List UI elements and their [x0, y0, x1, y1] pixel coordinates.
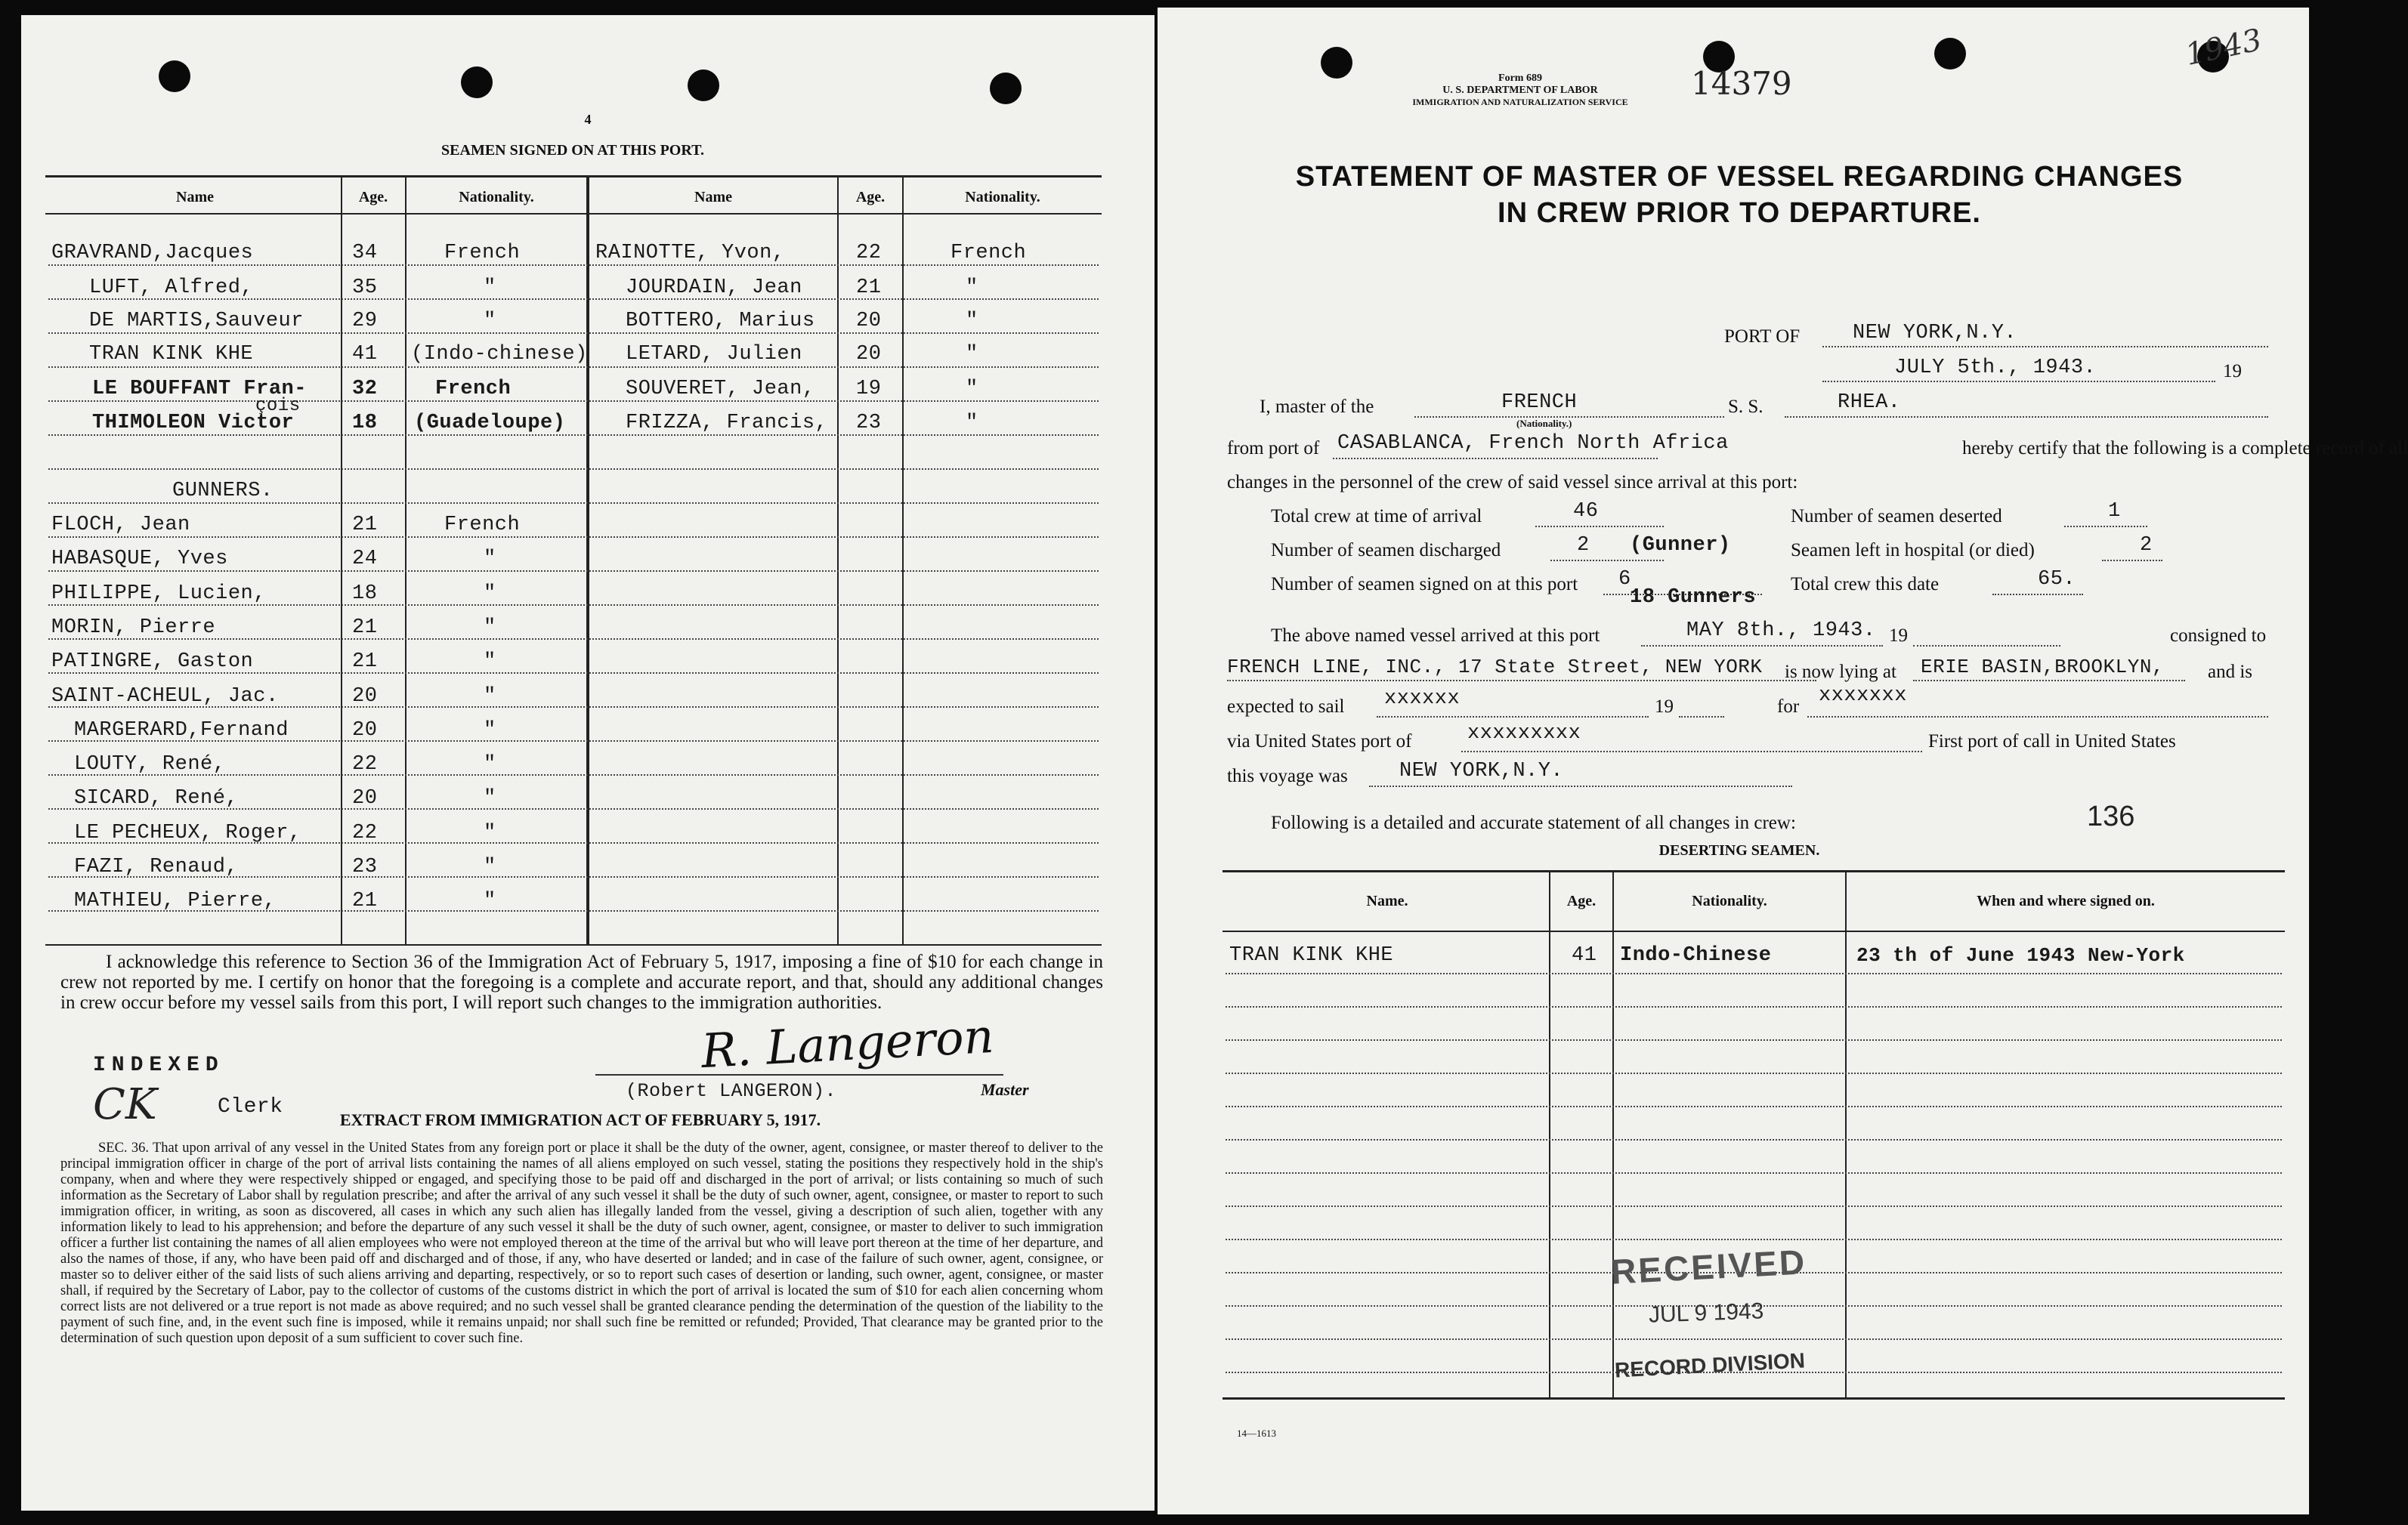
seamen-signed-heading: SEAMEN SIGNED ON AT THIS PORT.: [441, 142, 704, 159]
vessel-nationality: FRENCH: [1501, 391, 1578, 414]
gunner-nationality: ": [484, 719, 496, 742]
deserting-col-nationality: Nationality.: [1692, 893, 1767, 909]
col-divider: [1612, 870, 1614, 1399]
nationality-caption: (Nationality.): [1516, 418, 1572, 429]
file-number: 14379: [1691, 65, 1792, 102]
gunner-nationality: ": [484, 822, 496, 844]
deserter-nationality: Indo-Chinese: [1620, 944, 1772, 967]
deserting-col-signed-on: When and where signed on.: [1977, 893, 2155, 909]
gunner-age: 21: [352, 890, 378, 912]
table-bottom-rule: [45, 944, 1102, 946]
deserting-table-bottom: [1223, 1397, 2285, 1400]
section-text: That upon arrival of any vessel in the United States from any foreign port or place it shall be the duty of the owner, agent, consignee, or master thereof to deliver to the principal immigration officer in charge of the port of arrival lists containing the names of all aliens employed on such vessel, stating the positions they respectively hold in the ship's company, when and where they were respectively shipped or engaged, and specifying those to be paid off and discharged in the port of arrival; or lists containing so much of such information as the Secretary of Labor shall by regulation prescribe; and after the arrival of any such vessel it shall be the duty of such owner, agent, consignee, or master to report to such immigration officer, in writing, as soon as discovered, all cases in which any such alien has illegally landed from the vessel, giving a description of such alien, together with any information likely to lead to his apprehension; and before the departure of any such vessel it shall be the duty of such owner, agent, consignee, or master to deliver to such immigration officer a further list containing the names of all alien employees who were not employed thereon at the time of the arrival but who will leave port thereon at the time of her departure, and also the names of those, if any, who have been paid off and discharged and of those, if any, who have deserted or landed; and in case of the failure of such owner, agent, consignee, or master so to deliver either of the said lists of such aliens arriving and departing, respectively, or so to report such cases of desertion or landing, such owner, agent, consignee, or master shall, if required by the Secretary of Labor, pay to the collector of customs of the customs district in which the port of arrival is located the sum of $10 for each alien concerning whom correct lists are not delivered or a true report is not made as above required; and no such vessel shall be granted clearance pending the determination of the question of the liability to the payment of such fine, and, in the event such fine is imposed, while it remains unpaid; nor shall such fine be remitted or refunded; Provided, That clearance may be granted prior to the determination of such question upon deposit of a sum sufficient to cover such fine.: [60, 1141, 1103, 1346]
table-top-rule: [45, 175, 1102, 178]
hospital-value: 2: [2140, 534, 2153, 557]
signed-on-label: Number of seamen signed on at this port: [1271, 574, 1578, 594]
deserting-col-age: Age.: [1566, 893, 1597, 909]
gunner-name: FLOCH, Jean: [51, 514, 190, 536]
seaman-age: 29: [352, 310, 378, 332]
extract-heading: EXTRACT FROM IMMIGRATION ACT OF FEBRUARY 5, 1917.: [339, 1110, 821, 1129]
department: U. S. DEPARTMENT OF LABOR: [1442, 85, 1598, 96]
gunner-age: 24: [352, 548, 378, 570]
and-is-label: and is: [2208, 662, 2253, 682]
seaman-nationality: ": [966, 276, 978, 299]
gunner-name: MATHIEU, Pierre,: [74, 890, 277, 912]
col-name: Name: [176, 189, 214, 205]
vessel-name: RHEA.: [1838, 391, 1901, 414]
seaman-nationality: (Indo-chinese): [411, 343, 588, 366]
consignee-value: FRENCH LINE, INC., 17 State Street, NEW YORK: [1227, 656, 1763, 678]
via-value: xxxxxxxxx: [1467, 722, 1581, 745]
signed-on-note: 18 Gunners: [1630, 586, 1757, 609]
gunner-age: 18: [352, 582, 378, 605]
voyage-label: this voyage was: [1227, 766, 1348, 786]
gunner-age: 20: [352, 719, 378, 742]
deserting-table-header-rule: [1223, 931, 2285, 932]
gunner-age: 21: [352, 514, 378, 536]
gunner-nationality: ": [484, 856, 496, 878]
seaman-nationality: ": [966, 310, 978, 332]
master-label: Master: [981, 1080, 1029, 1099]
port-value: NEW YORK,N.Y.: [1853, 322, 2017, 344]
arrived-label: The above named vessel arrived at this port: [1271, 625, 1600, 646]
gunner-nationality: ": [484, 582, 496, 605]
form-number: Form 689: [1498, 73, 1542, 84]
gunner-name: LOUTY, René,: [74, 753, 226, 776]
master-signature: R. Langeron: [700, 1008, 996, 1079]
col-age: Age.: [358, 189, 388, 205]
punch-hole: [1934, 38, 1966, 69]
seaman-nationality: French: [951, 242, 1027, 264]
gunners-label: GUNNERS.: [172, 480, 274, 502]
clerk-label: Clerk: [218, 1095, 283, 1119]
arrived-19: 19: [1889, 625, 1908, 646]
punch-hole: [990, 73, 1022, 104]
signed-on-value: 6: [1618, 568, 1631, 591]
punch-hole: [159, 60, 190, 92]
voyage-value: NEW YORK,N.Y.: [1399, 760, 1564, 783]
col-nationality: Nationality.: [459, 189, 534, 205]
gunner-name: LE PECHEUX, Roger,: [74, 822, 301, 844]
left-page: [21, 15, 1155, 1511]
seaman-nationality: ": [484, 276, 496, 299]
seaman-age: 23: [856, 412, 882, 434]
gunner-age: 23: [352, 856, 378, 878]
ss-label: S. S.: [1728, 397, 1763, 417]
gunner-name: PHILIPPE, Lucien,: [51, 582, 266, 605]
expected-19: 19: [1655, 696, 1674, 717]
gunner-age: 22: [352, 822, 378, 844]
date-value: JULY 5th., 1943.: [1894, 357, 2097, 379]
form-title-line-2: IN CREW PRIOR TO DEPARTURE.: [1498, 197, 1981, 229]
extract-text: [60, 1141, 1103, 1347]
seaman-name: THIMOLEON Victor: [92, 412, 295, 434]
for-value: xxxxxxx: [1819, 684, 1907, 707]
seaman-age: 21: [856, 276, 882, 299]
deserting-table-top: [1223, 870, 2285, 872]
seaman-name: FRIZZA, Francis,: [626, 412, 828, 434]
col-name-2: Name: [694, 189, 732, 205]
table-header-rule: [45, 213, 1102, 215]
punch-hole: [688, 69, 719, 101]
name-continuation: çois: [255, 396, 301, 416]
right-page: [1158, 8, 2408, 1514]
seaman-nationality: ": [966, 343, 978, 366]
form-title-line-1: STATEMENT OF MASTER OF VESSEL REGARDING CHANGES: [1295, 161, 2184, 193]
master-of-label: I, master of the: [1260, 397, 1374, 417]
col-divider: [341, 175, 342, 946]
seaman-name: BOTTERO, Marius: [626, 310, 815, 332]
received-stamp: RECEIVED: [1609, 1242, 1808, 1292]
col-divider: [902, 175, 904, 946]
col-divider: [405, 175, 406, 946]
gunner-nationality: ": [484, 685, 496, 708]
port-label: PORT OF: [1724, 326, 1801, 347]
section-label: SEC. 36.: [98, 1141, 149, 1156]
seaman-nationality: ": [966, 412, 978, 434]
seaman-age: 20: [856, 343, 882, 366]
seaman-name: JOURDAIN, Jean: [626, 276, 802, 299]
discharged-label: Number of seamen discharged: [1271, 540, 1501, 560]
seaman-age: 20: [856, 310, 882, 332]
seaman-name: RAINOTTE, Yvon,: [595, 242, 785, 264]
gunner-nationality: ": [484, 787, 496, 810]
seaman-name: LETARD, Julien: [626, 343, 802, 366]
record-division: RECORD DIVISION: [1614, 1348, 1806, 1382]
col-divider: [586, 175, 589, 946]
deserter-signed-on: 23 th of June 1943 New-York: [1856, 944, 2185, 967]
deserting-heading: DESERTING SEAMEN.: [1658, 842, 1820, 859]
seaman-age: 32: [352, 378, 378, 400]
first-call-label: First port of call in United States: [1928, 731, 2176, 752]
punch-hole: [461, 66, 493, 98]
expected-label: expected to sail: [1227, 696, 1345, 717]
seaman-age: 35: [352, 276, 378, 299]
gunner-name: MARGERARD,Fernand: [74, 719, 289, 742]
col-divider: [1845, 870, 1847, 1399]
total-date-label: Total crew this date: [1791, 574, 1940, 594]
discharged-note: (Gunner): [1630, 534, 1731, 557]
deserter-age: 41: [1572, 944, 1597, 967]
hospital-label: Seamen left in hospital (or died): [1791, 540, 2035, 560]
seaman-age: 22: [856, 242, 882, 264]
seaman-nationality: French: [444, 242, 521, 264]
seaman-name: GRAVRAND,Jacques: [51, 242, 254, 264]
clerk-initials: CK: [93, 1080, 157, 1129]
gunner-nationality: ": [484, 616, 496, 639]
expected-value: xxxxxx: [1384, 687, 1461, 710]
gunner-age: 21: [352, 650, 378, 673]
gunner-age: 20: [352, 685, 378, 708]
from-port-value: CASABLANCA, French North Africa: [1337, 432, 1729, 455]
seaman-nationality: French: [435, 378, 512, 400]
gunner-name: SAINT-ACHEUL, Jac.: [51, 685, 279, 708]
following-label: Following is a detailed and accurate statement of all changes in crew:: [1271, 813, 1796, 833]
year-suffix: 19: [2223, 361, 2242, 381]
seaman-age: 18: [352, 412, 378, 434]
received-date: JUL 9 1943: [1648, 1298, 1764, 1328]
indexed-stamp: INDEXED: [93, 1054, 224, 1077]
gunner-name: PATINGRE, Gaston: [51, 650, 254, 673]
total-date-value: 65.: [2038, 568, 2076, 591]
total-arrival-label: Total crew at time of arrival: [1271, 506, 1482, 526]
seaman-age: 41: [352, 343, 378, 366]
seaman-name: SOUVERET, Jean,: [626, 378, 815, 400]
gunner-nationality: ": [484, 890, 496, 912]
consigned-label: consigned to: [2170, 625, 2267, 646]
seaman-nationality: (Guadeloupe): [414, 412, 566, 434]
corner-note: 1943: [2182, 22, 2265, 73]
seaman-name: DE MARTIS,Sauveur: [89, 310, 304, 332]
seaman-name: LE BOUFFANT Fran-: [92, 378, 307, 400]
footer-code: 14—1613: [1237, 1428, 1276, 1439]
seaman-age: 34: [352, 242, 378, 264]
seaman-nationality: ": [484, 310, 496, 332]
changes-text: changes in the personnel of the crew of said vessel since arrival at this port:: [1227, 472, 1798, 492]
deserting-col-name: Name.: [1366, 893, 1408, 909]
from-port-label: from port of: [1227, 438, 1320, 458]
page-number: 4: [584, 112, 592, 127]
deserter-name: TRAN KINK KHE: [1229, 944, 1394, 967]
form-title: [1195, 159, 2283, 231]
gunner-age: 22: [352, 753, 378, 776]
gunner-nationality: French: [444, 514, 521, 536]
for-label: for: [1777, 696, 1800, 717]
total-arrival-value: 46: [1573, 500, 1599, 523]
arrived-value: MAY 8th., 1943.: [1686, 619, 1876, 642]
discharged-value: 2: [1577, 534, 1590, 557]
deserted-label: Number of seamen deserted: [1791, 506, 2002, 526]
master-typed-name: (Robert LANGERON).: [626, 1080, 837, 1102]
col-divider: [1549, 870, 1550, 1399]
gunner-name: FAZI, Renaud,: [74, 856, 239, 878]
seaman-nationality: ": [966, 378, 978, 400]
col-age-2: Age.: [855, 189, 886, 205]
count-note: 136: [2087, 801, 2135, 832]
col-divider: [837, 175, 839, 946]
punch-hole: [1321, 47, 1352, 79]
gunner-name: MORIN, Pierre: [51, 616, 216, 639]
lying-value: ERIE BASIN,BROOKLYN,: [1921, 656, 2165, 678]
seaman-age: 19: [856, 378, 882, 400]
gunner-age: 21: [352, 616, 378, 639]
certify-text: hereby certify that the following is a complete record of all: [1962, 438, 2408, 458]
col-nationality-2: Nationality.: [965, 189, 1040, 205]
deserted-value: 1: [2108, 500, 2121, 523]
gunner-nationality: ": [484, 753, 496, 776]
seaman-name: TRAN KINK KHE: [89, 343, 254, 366]
seaman-name: LUFT, Alfred,: [89, 276, 254, 299]
gunner-nationality: ": [484, 548, 496, 570]
gunner-age: 20: [352, 787, 378, 810]
acknowledgement-text: I acknowledge this reference to Section 36 of the Immigration Act of February 5, 1917, imposing a fine of $10 for each change in crew not reported by me. I certify on honor that the foregoing is a complete and accurate report, and that, should any additional changes in crew occur before my vessel sails from this port, I will report such changes to the immigration authorities.: [60, 952, 1103, 1013]
gunner-name: HABASQUE, Yves: [51, 548, 228, 570]
gunner-nationality: ": [484, 650, 496, 673]
service: IMMIGRATION AND NATURALIZATION SERVICE: [1412, 97, 1628, 107]
gunner-name: SICARD, René,: [74, 787, 239, 810]
via-label: via United States port of: [1227, 731, 1412, 752]
lying-label: is now lying at: [1785, 662, 1896, 682]
